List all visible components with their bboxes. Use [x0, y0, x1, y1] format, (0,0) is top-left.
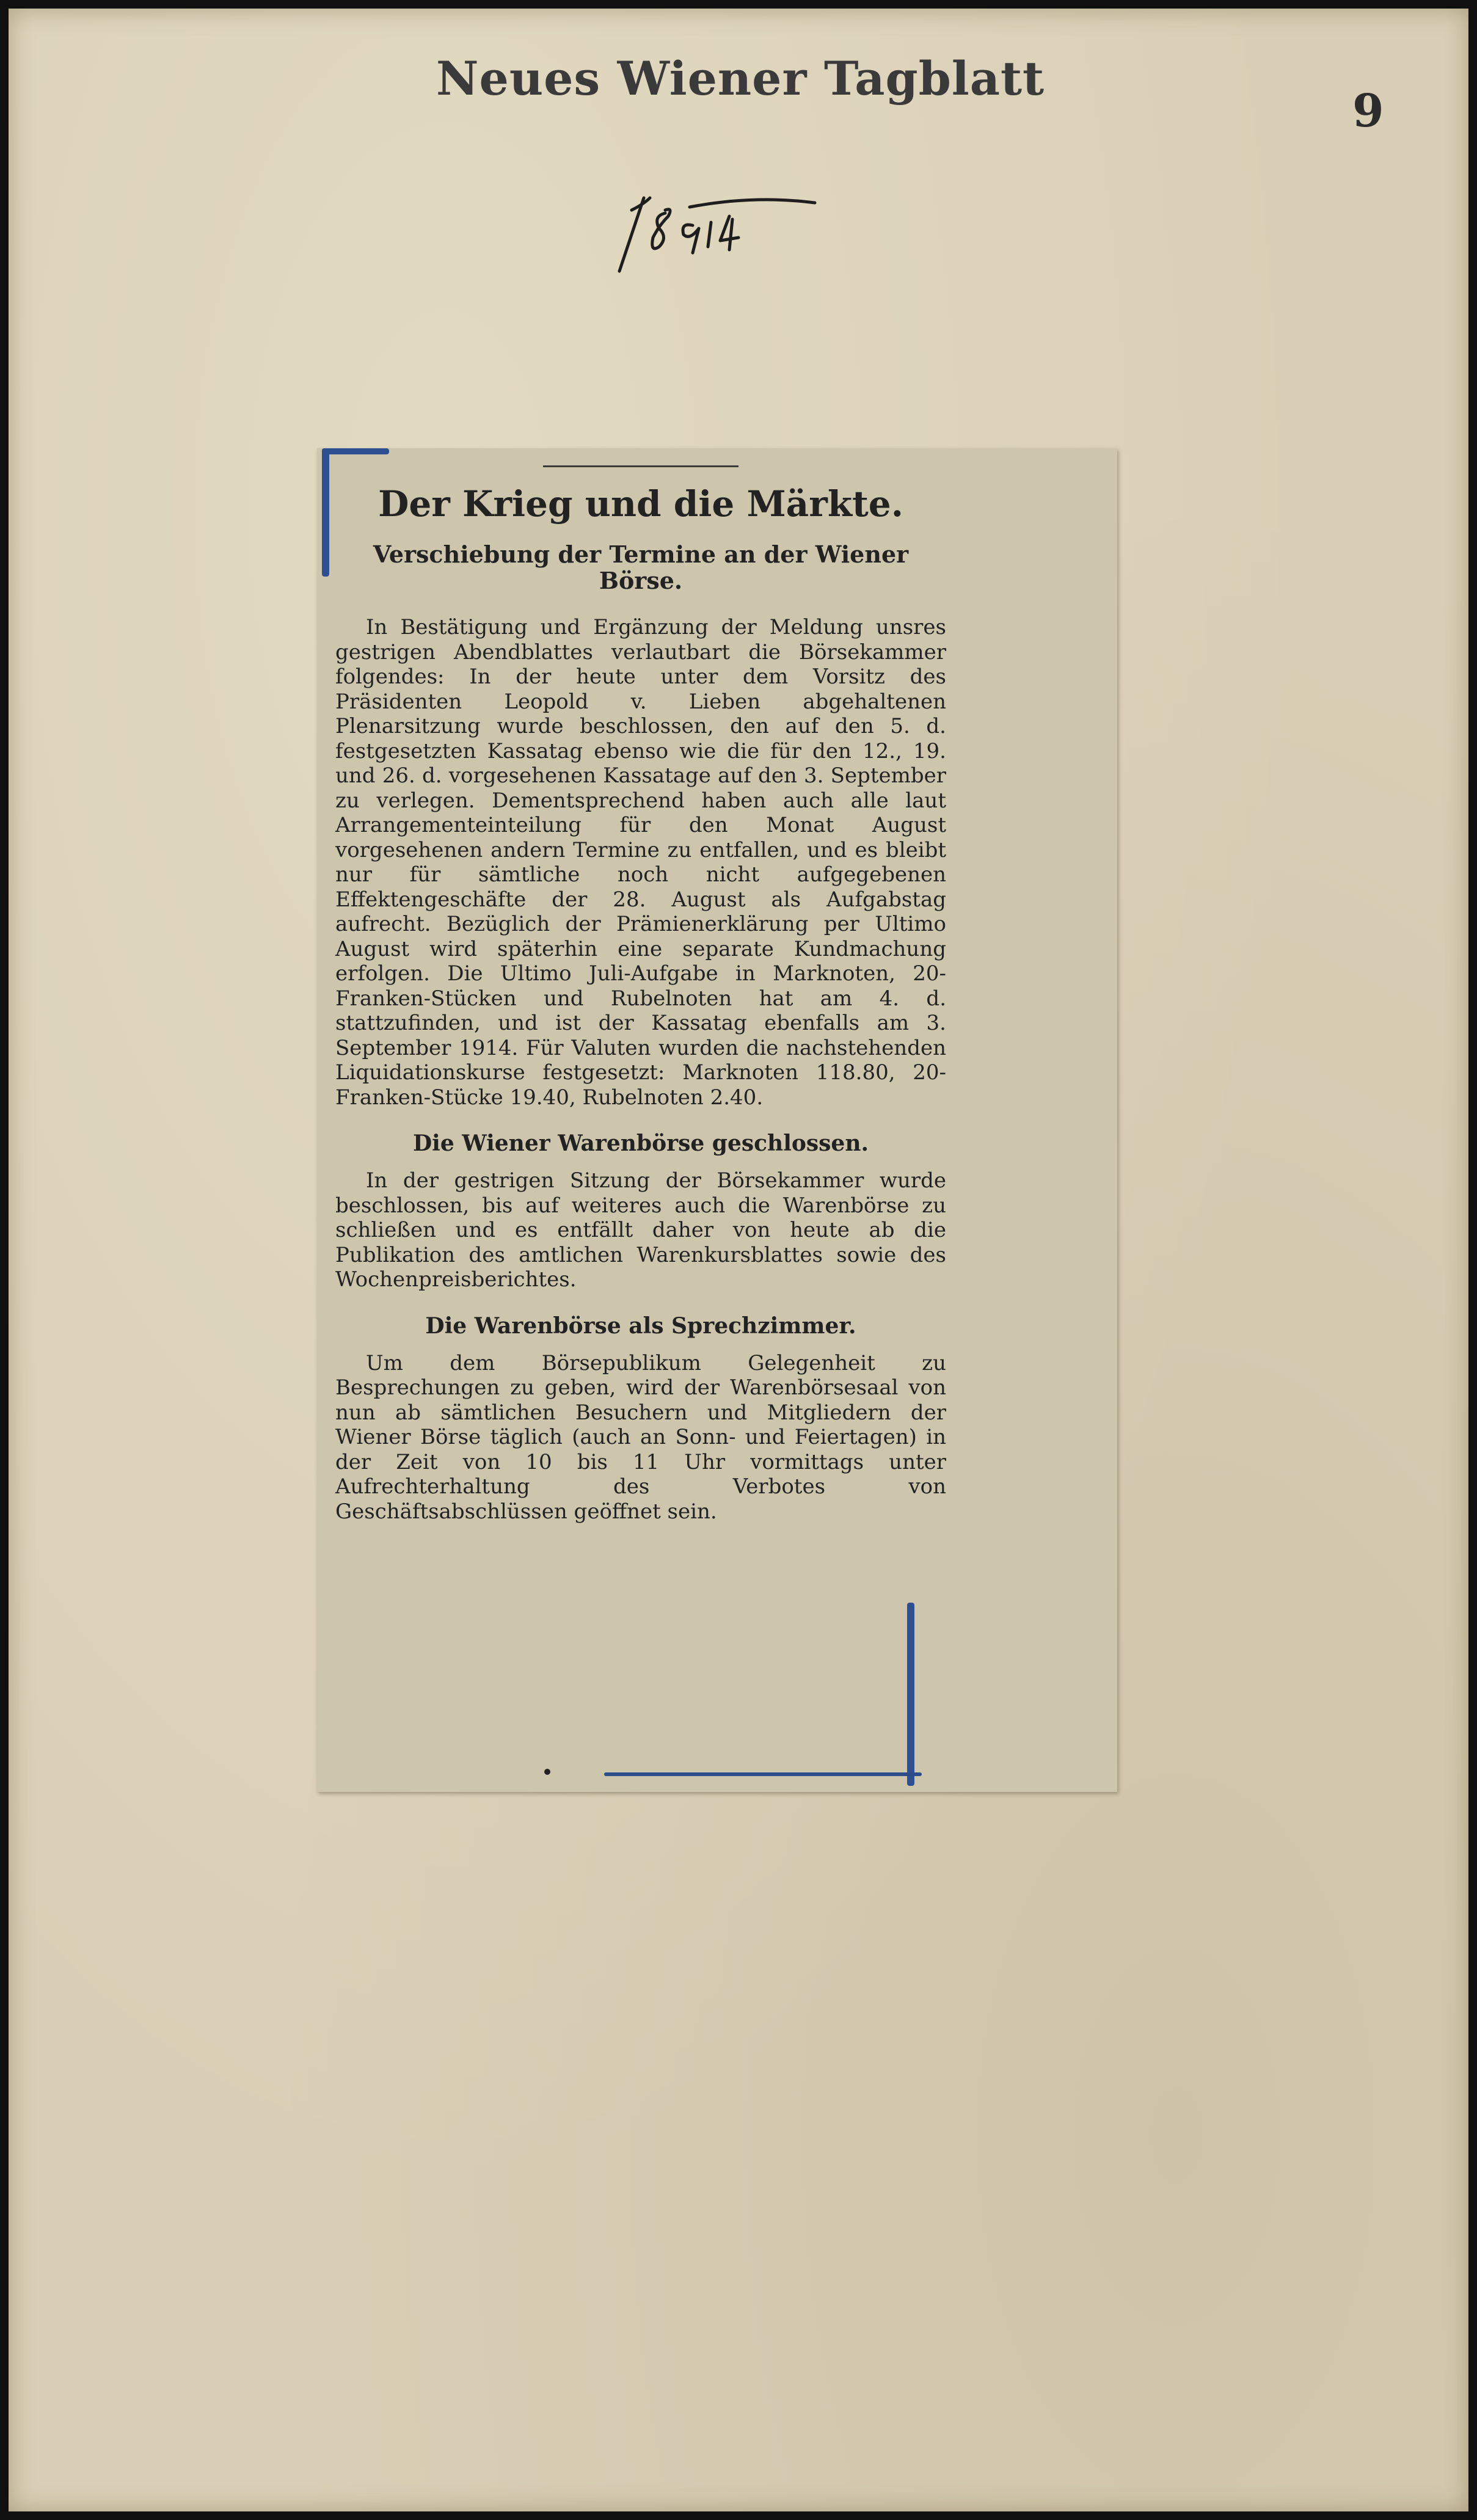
clipping-article	[335, 467, 946, 1524]
clipping-dot	[544, 1769, 550, 1775]
article-subheadline: Verschiebung der Termine an der Wiener Börse.	[373, 540, 909, 595]
article-paragraph-1: In Bestätigung und Ergänzung der Meldung unsres gestrigen Abendblattes verlautbart die Börsekammer folgendes: In der heute unter dem Vorsitz des Präsidenten Leopold v. Lieben abgehaltenen Plenarsitzung wurde beschlossen, den auf den 5. d. festgesetzten Kassatag ebenso wie die für den 12., 19. und 26. d. vorgesehenen Kassatage auf den 3. September zu verlegen. Dementsprechend haben auch alle laut Arrangementeinteilung für den Monat August vorgesehenen andern Termine zu entfallen, und es bleibt nur für sämtliche noch nicht aufgegebenen Effektengeschäfte der 28. August als Aufgabstag aufrecht. Bezüglich der Prämienerklärung per Ultimo August wird späterhin eine separate Kundmachung erfolgen. Die Ultimo Juli-Aufgabe in Marknoten, 20-Franken-Stücken und Rubelnoten hat am 4. d. stattzufinden, und ist der Kassatag ebenfalls am 3. September 1914. Für Valuten wurden die nachstehenden Liquidationskurse festgesetzt: Marknoten 118.80, 20-Franken-Stücke 19.40, Rubelnoten 2.40.	[335, 615, 946, 1110]
article-paragraph-2: In der gestrigen Sitzung der Börsekammer wurde beschlossen, bis auf weiteres auch die Warenbörse zu schließen und es entfällt daher von heute ab die Publikation des amtlichen Warenkursblattes sowie des Wochenpreisberichtes.	[335, 1168, 946, 1292]
handwritten-date-signature	[607, 180, 827, 277]
newspaper-clipping	[317, 448, 1117, 1792]
section-heading-warenboerse-geschlossen: Die Wiener Warenbörse geschlossen.	[412, 1131, 869, 1157]
article-headline: Der Krieg und die Märkte.	[378, 483, 903, 525]
blue-pencil-mark-top	[322, 448, 389, 454]
archive-sheet	[9, 9, 1468, 2511]
blue-pencil-mark-right	[907, 1603, 914, 1786]
blue-pencil-mark-left	[322, 448, 329, 577]
newspaper-title: Neues Wiener Tagblatt	[436, 51, 1045, 106]
article-paragraph-3: Um dem Börsepublikum Gelegenheit zu Besprechungen zu geben, wird der Warenbörsesaal von nun ab sämtlichen Besuchern und Mitgliedern der Wiener Börse täglich (auch an Sonn- und Feiertagen) in der Zeit von 10 bis 11 Uhr vormittags unter Aufrechterhaltung des Verbotes von Geschäftsabschlüssen geöffnet sein.	[335, 1350, 946, 1524]
page-number: 9	[1352, 85, 1384, 137]
blue-pencil-mark-bottom	[604, 1772, 922, 1776]
section-heading-sprechzimmer: Die Warenbörse als Sprechzimmer.	[425, 1313, 856, 1339]
